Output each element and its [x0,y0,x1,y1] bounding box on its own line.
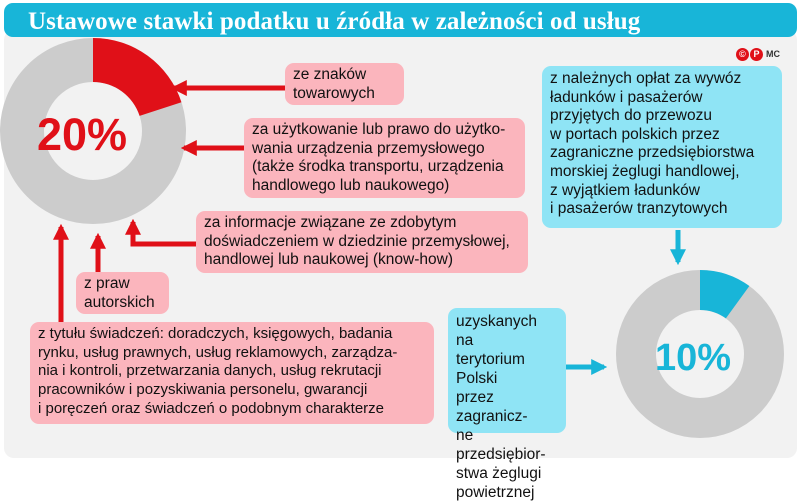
box-urzadzenia: za użytkowanie lub prawo do użytko- wania urządzenia przemysłowego (także środka transportu, urządzenia handlowego lub naukowego) [244,118,525,198]
rate-10: 10% [655,337,732,379]
box-swiadczenia: z tytułu świadczeń: doradczych, księgowych, badania rynku, usług prawnych, usług reklamowych, zarządza- nia i kontroli, przetwarzania danych, usług rekrutacji pracowników i pozyskiwania personelu, gwarancji i poręczeń oraz świadczeń o podobnym charakterze [30,322,434,424]
infographic-title: Ustawowe stawki podatku u źródła w zależności od usług [28,8,641,35]
box-know-how: za informacje związane ze zdobytym doświadczeniem w dziedzinie przemysłowej, handlowej lub naukowej (know-how) [196,211,528,273]
box-zegluga-powietrzna: uzyskanych na terytorium Polski przez zagranicz- ne przedsiębior- stwa żeglugi powietrznej [448,308,566,433]
donut-20-share [93,38,181,116]
rate-20: 20% [37,109,128,160]
logo-circle-p-icon: P [750,48,763,61]
box-porty-morskie: z należnych opłat za wywóz ładunków i pasażerów przyjętych do przewozu w portach polskich przez zagraniczne przedsiębiorstwa morskiej żeglugi handlowej, z wyjątkiem ładunków i pasażerów tranzytowych [542,66,782,228]
arrow-know-how [133,222,196,244]
box-prawa-autorskie: z praw autorskich [76,272,169,314]
credit-mc: MC [766,49,780,59]
logo-circle-c-icon: © [736,48,749,61]
box-znaki-towarowe: ze znaków towarowych [285,63,404,105]
